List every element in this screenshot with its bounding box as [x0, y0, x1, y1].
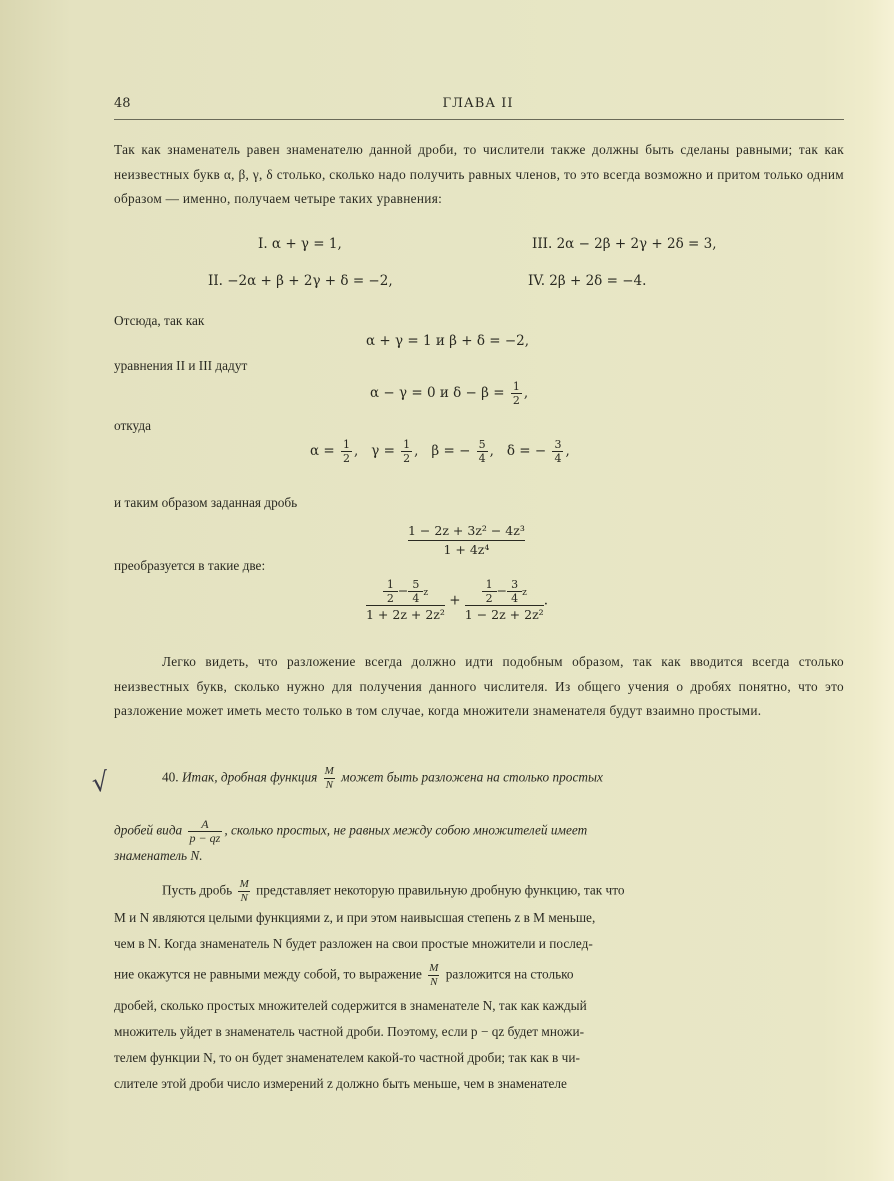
given-fraction-numerator: 1 − 2z + 3z² − 4z³: [408, 523, 525, 538]
paragraph-3-line-3: чем в N. Когда знаменатель N будет разложен на свои простые множители и послед-: [114, 936, 593, 951]
text-otsyuda: Отсюда, так как: [114, 313, 205, 328]
given-fraction: [408, 522, 525, 559]
chapter-title: ГЛАВА II: [442, 96, 514, 111]
paragraph-3-line-8: слителе этой дроби число измерений z должно быть меньше, чем в знаменателе: [114, 1076, 567, 1091]
equation-II: II. −2α + β + 2γ + δ = −2,: [208, 273, 393, 289]
equation-I: I. α + γ = 1,: [258, 236, 342, 252]
partial-fraction-2: $\frac{1}{2}$ − $\frac{3}{4}$ z 1 − 2z + 2z²: [464, 578, 544, 622]
fraction-A-over-p-qz: $\frac{A}{p - qz}$: [189, 817, 221, 845]
page-number: 48: [114, 96, 131, 111]
section-40-line-1: 40. Итак, дробная функция $\frac{M}{N}$ может быть разложена на столько простых: [162, 765, 603, 791]
solution-gamma-frac: $\frac{1}{2}$: [403, 438, 411, 465]
partial-fractions: $\frac{1}{2}$ − $\frac{5}{4}$ z 1 + 2z + 2z² + $\frac{1}{2}$ − $\frac{3}{4}$ z 1 − 2z + 2z² .: [366, 578, 548, 622]
header-rule: [114, 119, 844, 120]
text-given-fraction: и таким образом заданная дробь: [114, 495, 298, 510]
fraction-M-over-N: $\frac{M}{N}$: [324, 765, 334, 791]
solution-alpha-frac: $\frac{1}{2}$: [343, 438, 351, 465]
paragraph-3-line-4: ние окажутся не равными между собой, то выражение $\frac{M}{N}$ разложится на столько: [114, 962, 574, 988]
paragraph-3-line-7: телем функции N, то он будет знаменателем какой-то частной дроби; так как в чи-: [114, 1050, 580, 1065]
partial-fraction-1: $\frac{1}{2}$ − $\frac{5}{4}$ z 1 + 2z + 2z²: [366, 578, 445, 622]
equation-IV: IV. 2β + 2δ = −4.: [528, 273, 647, 289]
running-header: [114, 96, 842, 118]
section-40-line-3: знаменатель N.: [114, 848, 203, 863]
handwritten-check-mark: √: [89, 766, 111, 800]
text-otkuda: откуда: [114, 418, 152, 433]
equation-diffs-left: α − γ = 0 и δ − β =: [370, 385, 505, 401]
equation-III: III. 2α − 2β + 2γ + 2δ = 3,: [532, 236, 717, 252]
solutions-line: α = $\frac{1}{2}$ , γ = $\frac{1}{2}$ , β = − $\frac{5}{4}$ , δ = − $\frac{3}{4}$ ,: [310, 438, 570, 465]
section-40-line-2: дробей вида $\frac{A}{p - qz}$ , сколько простых, не равных между собою множителей имеет: [114, 817, 588, 845]
paragraph-3-line-6: множитель уйдет в знаменатель частной дроби. Поэтому, если p − qz будет множи-: [114, 1024, 585, 1039]
solution-beta-frac: $\frac{5}{4}$: [478, 438, 486, 465]
paragraph-3-line-1: Пусть дробь $\frac{M}{N}$ представляет некоторую правильную дробную функцию, так что: [162, 878, 625, 904]
solution-delta-frac: $\frac{3}{4}$: [554, 438, 562, 465]
paragraph-3-line-5: дробей, сколько простых множителей содержится в знаменателе N, так как каждый: [114, 998, 587, 1013]
paragraph-2: Легко видеть, что разложение всегда должно идти подобным образом, так как вводится всегда столько неизвестных букв, сколько нужно для получения данного числителя. Из общего учения о дробях понятно, что это разложение может иметь место только в том случае, когда множители знаменателя будут взаимно простыми.: [114, 654, 844, 718]
paragraph-1: Так как знаменатель равен знаменателю данной дроби, то числители также должны быть сделаны равными; так как неизвестных букв α, β, γ, δ столько, сколько надо получить равных членов, то это всегда возможно и притом только одним образом — именно, получаем четыре таких уравнения:: [114, 142, 844, 206]
paragraph-3-line-2: M и N являются целыми функциями z, и при этом наивысшая степень z в M меньше,: [114, 910, 596, 925]
equation-sums: α + γ = 1 и β + δ = −2,: [366, 333, 530, 349]
given-fraction-denominator: 1 + 4z⁴: [408, 540, 525, 559]
equation-diffs: α − γ = 0 и δ − β = $\frac{1}{2}$ ,: [370, 380, 529, 407]
fraction-one-half: $\frac{1}{2}$: [512, 380, 520, 407]
text-transforms: преобразуется в такие две:: [114, 558, 266, 573]
section-number: 40.: [162, 769, 179, 785]
text-uravneniya: уравнения II и III дадут: [114, 358, 248, 373]
